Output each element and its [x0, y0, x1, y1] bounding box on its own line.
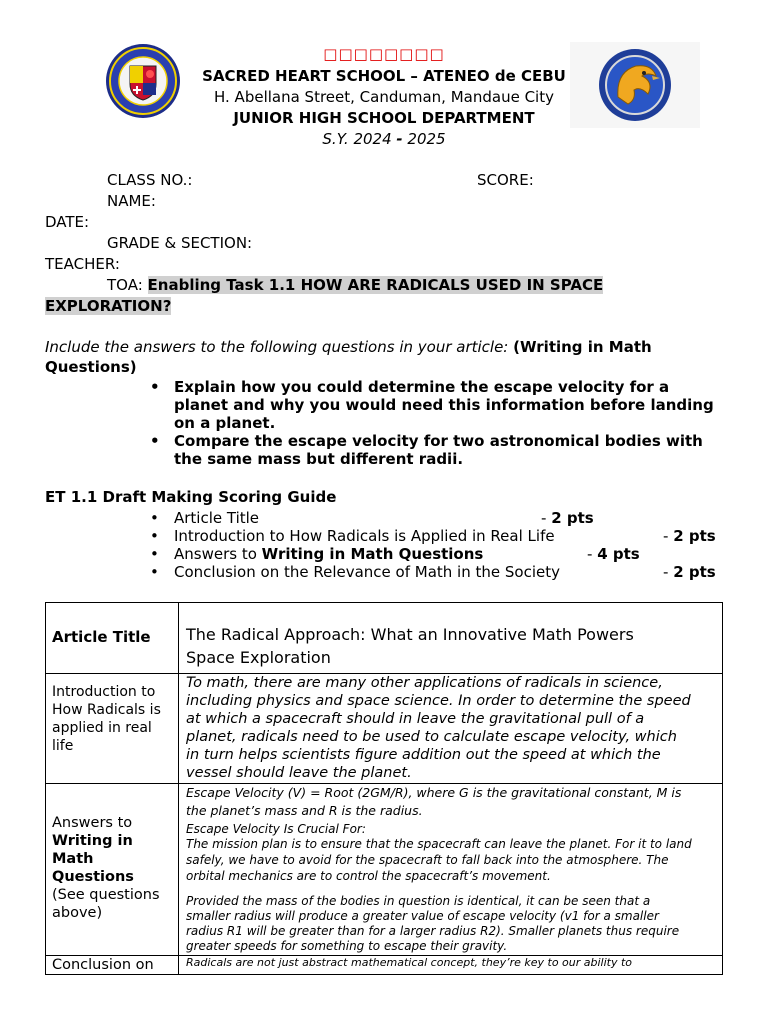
row-label: Conclusion on	[46, 956, 179, 974]
conclusion-value: Radicals are not just abstract mathematical concept, they’re key to our ability to	[186, 956, 633, 969]
article-table	[45, 602, 723, 975]
scoring-item: • Answers to Writing in Math Questions	[174, 545, 560, 563]
score-label: SCORE:	[477, 171, 534, 189]
task-title: Enabling Task 1.1 HOW ARE RADICALS USED IN SPACE	[147, 276, 604, 294]
scoring-item: • Conclusion on the Relevance of Math in the Society	[174, 563, 560, 581]
scoring-item: • Introduction to How Radicals is Applied in Real Life	[174, 527, 560, 545]
introduction-value: To math, there are many other applications of radicals in science, including physics and space science. In order to determine the speed at which a spacecraft should in leave the gravitational pull of a planet, radicals need to be used to calculate escape velocity, which in turn helps scientists figure addition out the speed at which the vessel should leave the planet.	[186, 675, 691, 781]
department-name: JUNIOR HIGH SCHOOL DEPARTMENT	[233, 109, 535, 127]
table-row	[46, 784, 722, 956]
header-glyphs: □□□□□□□□	[323, 45, 445, 63]
name-label: NAME:	[107, 192, 156, 210]
table-row	[46, 603, 722, 674]
table-row	[46, 956, 722, 974]
article-title-value: The Radical Approach: What an Innovative Math Powers Space Exploration	[186, 625, 634, 667]
sacred-heart-seal-icon	[104, 42, 182, 120]
answers-value: Escape Velocity (V) = Root (2GM/R), where G is the gravitational constant, M is the planet’s mass and R is the radius. Escape Velocity Is Crucial For: The mission plan is to ensure that the spacecraft can leave the planet. For it to land safely, we have to avoid for the spacecraft to fall back into the atmosphere. The orbital mechanics are to control the spacecraft’s movement. Provided the mass of the bodies in question is identical, it can be seen that a smaller radius will produce a greater value of escape velocity (v1 for a smaller radius R1 will be greater than for a larger radius R2). Smaller planets thus require greater speeds for something to escape their gravity.	[186, 785, 692, 953]
grade-section-label: GRADE & SECTION:	[107, 234, 253, 252]
row-label: Answers to Writing in Math Questions (See questions above)	[46, 784, 179, 955]
school-address: H. Abellana Street, Canduman, Mandaue City	[214, 88, 554, 106]
school-name: SACRED HEART SCHOOL – ATENEO de CEBU	[202, 67, 566, 85]
ateneo-eagle-logo-icon	[570, 42, 700, 128]
row-label: Introduction to How Radicals is applied in real life	[46, 674, 179, 783]
scoring-points: - 2 pts	[663, 527, 716, 545]
scoring-item: • Article Title	[174, 509, 560, 527]
toa-line: TOA: Enabling Task 1.1 HOW ARE RADICALS USED IN SPACE	[107, 276, 604, 294]
date-label: DATE:	[45, 213, 90, 231]
school-year: S.Y. 2024 - 2025	[322, 130, 446, 148]
task-title-line2: EXPLORATION?	[45, 297, 172, 315]
class-no-label: CLASS NO.:	[107, 171, 193, 189]
question-list	[174, 378, 714, 468]
scoring-list	[174, 509, 560, 581]
scoring-points: - 4 pts	[587, 545, 640, 563]
instructions-intro-line2: Questions)	[45, 358, 137, 376]
scoring-points: - 2 pts	[541, 509, 594, 527]
table-row	[46, 674, 722, 784]
teacher-label: TEACHER:	[45, 255, 120, 273]
scoring-points: - 2 pts	[663, 563, 716, 581]
question-item: • Compare the escape velocity for two astronomical bodies with the same mass but different radii.	[174, 432, 714, 468]
scoring-guide-title: ET 1.1 Draft Making Scoring Guide	[45, 488, 337, 506]
row-label: Article Title	[46, 603, 179, 673]
instructions-intro: Include the answers to the following questions in your article: (Writing in Math	[45, 338, 652, 356]
question-item: • Explain how you could determine the escape velocity for a planet and why you would need this information before landing on a planet.	[174, 378, 714, 432]
